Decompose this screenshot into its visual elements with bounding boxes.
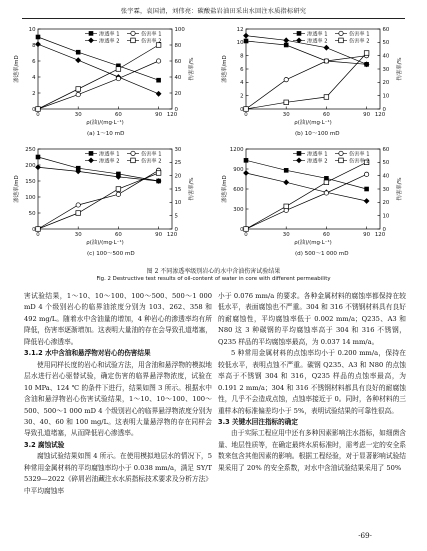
y-left-tick-label: 4 [32,74,36,81]
legend-label: 渗透率 1 [99,31,120,38]
y-left-tick-label: 0 [240,226,244,233]
data-point [116,67,121,72]
y-right-tick-label: 10 [382,213,390,220]
data-point [243,33,249,39]
y-right-tick-label: 50 [382,40,390,47]
right-paragraph-3: 由于实际工程应用中还有多种因素影响注水指标，如细菌含量、地层性质等，在确定最终水质标准时，需考虑一定的安全系数来包含其他因素的影响。根据工程经验，对于显著影响试验结果采用了 20% 的安全系数，对水中含油试验结果采用了 50% [218,429,406,472]
y-left-tick-label: 8 [32,42,36,49]
y-right-tick-label: 20 [382,200,390,207]
x-axis-label: ρ(油)/(mg·L⁻¹) [294,240,332,246]
y-left-tick-label: 8 [240,53,244,60]
panel-caption: (b) 10～100 mD [295,131,340,137]
legend-label: 渗透率 2 [99,158,120,165]
y-right-tick-label: 20 [382,80,390,87]
figure-caption: 图 2 不同渗透率级别岩心的水中含油伤害试验结果 [146,268,281,275]
data-point [364,172,368,176]
data-point [35,41,41,47]
running-header: 张宇霖，袁国清，刘伟亮：碳酸盐岩油田采出水回注水质指标研究 [120,8,307,15]
right-column [218,291,406,474]
data-point [284,100,289,105]
panel-caption: (a) 1～10 mD [87,131,125,137]
legend-marker [339,38,344,43]
legend-label: 伤害率 1 [349,31,370,38]
data-point [283,179,289,185]
legend-marker [131,158,136,163]
series-line-2 [38,167,159,181]
left-column [24,291,212,497]
x-tick-label: 30 [74,232,82,238]
data-point [76,87,81,92]
legend-label: 渗透率 2 [99,38,120,45]
data-point [244,39,249,44]
y-right-tick-label: 40 [382,173,390,180]
y-left-tick-label: 12 [236,26,244,33]
data-point [244,158,249,163]
y-right-tick-label: 40 [382,53,390,60]
y-right-tick-label: 60 [174,58,182,65]
data-point [244,227,249,232]
legend-label: 伤害率 2 [349,38,370,45]
legend-label: 渗透率 1 [99,151,120,158]
y-left-tick-label: 600 [233,186,244,193]
y-right-axis-label: 伤害率/% [189,57,195,81]
y-right-tick-label: 0 [174,226,178,233]
y-right-tick-label: 15 [174,186,182,193]
x-tick-label: 60 [114,112,122,118]
chart-b [212,23,417,141]
y-left-tick-label: 6 [32,58,36,65]
x-tick-label: 0 [36,232,40,238]
y-right-tick-label: 25 [174,160,182,167]
legend-marker [89,31,94,36]
data-point [243,170,249,176]
x-tick-label: 30 [74,112,82,118]
y-left-tick-label: 0 [32,106,36,113]
series-line-3 [246,174,367,229]
y-left-axis-label: 渗透率/mD [14,175,20,203]
chart-a [4,23,209,141]
chart-svg [4,23,209,141]
legend-marker [296,158,302,164]
data-point [364,198,370,204]
legend-label: 伤害率 2 [349,158,370,165]
left-paragraph-1: 害试验结果，1～10、10～100、100～500、500～1 000 mD 4 个级别岩心的临界油浓度分别为 103、262、358 和 492 mg/L。随着水中含油量的增加，4 种岩心的渗透率均有所降低，伤害率逐渐增加。这表明大量油的存在会导致孔道堵塞，降低岩心渗透率。 [24,292,212,346]
legend-marker [297,151,302,156]
data-point [75,57,81,63]
y-left-tick-label: 900 [233,166,244,173]
y-right-tick-label: 10 [174,200,182,207]
data-point [284,77,288,81]
section-heading-3-2: 3.2 腐蚀试验 [24,440,65,449]
page-number: ·69· [358,531,373,540]
y-right-tick-label: 100 [174,26,185,33]
data-point [76,211,81,216]
x-tick-label: 90 [155,232,163,238]
y-right-tick-label: 10 [382,93,390,100]
y-right-tick-label: 60 [382,26,390,33]
x-tick-label: 90 [363,232,371,238]
legend-marker [131,31,135,35]
y-left-tick-label: 50 [28,210,36,217]
y-right-tick-label: 30 [382,66,390,73]
legend-label: 渗透率 2 [307,158,328,165]
y-left-tick-label: 4 [240,80,244,87]
legend-label: 伤害率 2 [141,38,162,45]
y-right-tick-label: 5 [174,213,178,220]
section-heading-3-1-2: 3.1.2 水中含油和悬浮物对岩心的伤害结果 [24,349,151,358]
y-left-tick-label: 300 [233,206,244,213]
series-line-3 [246,56,367,109]
section-heading-3-3: 3.3 关键水回注指标的确定 [218,417,298,426]
data-point [156,78,161,83]
x-tick-label: 120 [166,232,178,238]
y-left-tick-label: 2 [32,90,36,97]
legend-label: 伤害率 1 [141,151,162,158]
chart-svg [212,23,417,141]
data-point [284,168,289,173]
series-line-1 [246,160,367,189]
data-point [36,107,41,112]
chart-c [4,143,209,261]
y-right-tick-label: 30 [382,186,390,193]
legend-label: 伤害率 2 [141,158,162,165]
legend-marker [88,158,94,164]
legend-label: 伤害率 1 [349,151,370,158]
y-left-axis-label: 渗透率/mD [14,55,20,83]
legend-label: 渗透率 1 [307,151,328,158]
panel-caption: (c) 100～500 mD [87,251,135,257]
y-right-tick-label: 0 [174,106,178,113]
y-right-axis-label: 伤害率/% [397,177,403,201]
x-tick-label: 120 [166,112,178,118]
left-paragraph-2: 使用同样长度的岩心和试验方法，用含油和悬浮物的模拟地层水进行岩心驱替试验，确定伤害的临界悬浮物浓度，试验在 10 MPa、124 ℃ 的条件下进行，结果如图 3 所示。根据水中含油和悬浮物岩心伤害试验结果，1～10、10～100、100～500、500～1 000 mD 4 个级别岩心的临界悬浮物浓度分别为 30、40、60 和 100 mg/L。这表明大量悬浮物的存在同样会导致孔道堵塞，从而降低岩心渗透率。 [24,360,212,438]
x-tick-label: 60 [114,232,122,238]
data-point [36,227,41,232]
data-point [364,187,369,192]
y-right-tick-label: 50 [382,160,390,167]
data-point [36,35,41,40]
data-point [324,180,329,185]
series-line-4 [38,45,159,109]
series-line-1 [246,41,367,64]
y-left-tick-label: 0 [32,226,36,233]
x-axis-label: ρ(油)/(mg·L⁻¹) [86,120,124,126]
right-paragraph-1: 小于 0.076 mm/a 的要求。各种金属材料的腐蚀率都保持在较低水平，表面腐蚀也不严重。304 和 316 不锈钢材料具有良好的耐腐蚀性，平均腐蚀率低于 0.002 mm/a；Q235、A3 和 N80 这 3 种碳钢的平均腐蚀率高于 304 和 316 不锈钢，Q235 样品的平均腐蚀率最高，为 0.037 14 mm/a。 [218,292,406,346]
data-point [76,92,80,96]
y-right-axis-label: 伤害率/% [397,57,403,81]
data-point [156,59,160,63]
x-tick-label: 120 [374,112,386,118]
y-right-tick-label: 0 [382,226,386,233]
y-left-tick-label: 10 [236,40,244,47]
x-tick-label: 0 [244,232,248,238]
x-tick-label: 60 [322,112,330,118]
legend-marker [339,151,343,155]
legend-marker [89,151,94,156]
y-left-tick-label: 10 [28,26,36,33]
series-line-4 [246,53,367,109]
data-point [324,191,328,195]
legend-marker [131,38,136,43]
x-tick-label: 90 [363,112,371,118]
data-point [76,50,81,55]
y-left-axis-label: 渗透率/mD [222,55,228,83]
data-point [156,171,161,176]
y-right-axis-label: 伤害率/% [189,177,195,201]
y-left-tick-label: 0 [240,106,244,113]
legend-marker [88,38,94,44]
y-left-tick-label: 1200 [229,146,244,153]
legend-marker [131,151,135,155]
y-right-tick-label: 40 [174,74,182,81]
header-rule [22,18,405,19]
y-right-tick-label: 60 [382,146,390,153]
y-right-tick-label: 20 [174,173,182,180]
data-point [324,59,328,63]
legend-label: 渗透率 1 [307,31,328,38]
legend-marker [297,31,302,36]
data-point [324,45,330,51]
y-right-tick-label: 80 [174,42,182,49]
x-tick-label: 0 [244,112,248,118]
y-left-tick-label: 6 [240,66,244,73]
data-point [283,37,289,43]
legend-label: 渗透率 2 [307,38,328,45]
data-point [156,91,162,97]
legend-label: 伤害率 1 [141,31,162,38]
y-right-tick-label: 30 [174,146,182,153]
y-left-tick-label: 250 [25,146,36,153]
chart-svg [212,143,417,261]
chart-svg [4,143,209,261]
right-paragraph-2: 5 种常用金属材料的点蚀率均小于 0.200 mm/a，保持在较低水平，表明点蚀不严重。碳钢 Q235、A3 和 N80 的点蚀率高于不锈钢 304 和 316，Q235 样品的点蚀率最高，为 0.191 2 mm/a；304 和 316 不锈钢材料都具有良好的耐腐蚀性，几乎不会造成点蚀，点蚀率接近于 0。同时，各种材料的三重样本的标准偏差均小于 5%，表明试验结果的可靠性很高。 [218,349,406,415]
data-point [324,95,329,100]
y-left-axis-label: 渗透率/mD [222,175,228,203]
y-right-tick-label: 20 [174,90,182,97]
figure-caption-en: Fig. 2 Destructive test results of oil-content of water in core with different permeability [96,276,331,282]
data-point [284,204,289,209]
data-point [36,155,41,160]
legend-marker [339,158,344,163]
data-point [116,187,121,192]
x-tick-label: 0 [36,112,40,118]
series-line-2 [246,173,367,201]
x-tick-label: 90 [155,112,163,118]
x-tick-label: 30 [282,232,290,238]
x-tick-label: 30 [282,112,290,118]
series-line-3 [38,61,159,109]
y-left-tick-label: 200 [25,162,36,169]
y-left-tick-label: 100 [25,194,36,201]
x-axis-label: ρ(油)/(mg·L⁻¹) [86,240,124,246]
y-left-tick-label: 2 [240,93,244,100]
data-point [116,192,120,196]
data-point [284,43,289,48]
panel-caption: (d) 500～1 000 mD [295,251,349,257]
left-paragraph-3: 腐蚀试验结果如图 4 所示。在使用模拟地层水的情况下，5 种常用金属材料的平均腐蚀率均小于 0.038 mm/a，满足 SY/T 5329—2022《碎屑岩油藏注水水质指标技术要求及分析方法》中平均腐蚀率 [24,452,212,495]
data-point [76,203,80,207]
x-axis-label: ρ(油)/(mg·L⁻¹) [294,120,332,126]
data-point [364,51,369,56]
x-tick-label: 120 [374,232,386,238]
y-left-tick-label: 150 [25,178,36,185]
series-line-4 [246,162,367,229]
y-right-tick-label: 0 [382,106,386,113]
x-tick-label: 60 [322,232,330,238]
chart-d [212,143,417,261]
data-point [116,76,120,80]
data-point [244,107,249,112]
legend-marker [339,31,343,35]
